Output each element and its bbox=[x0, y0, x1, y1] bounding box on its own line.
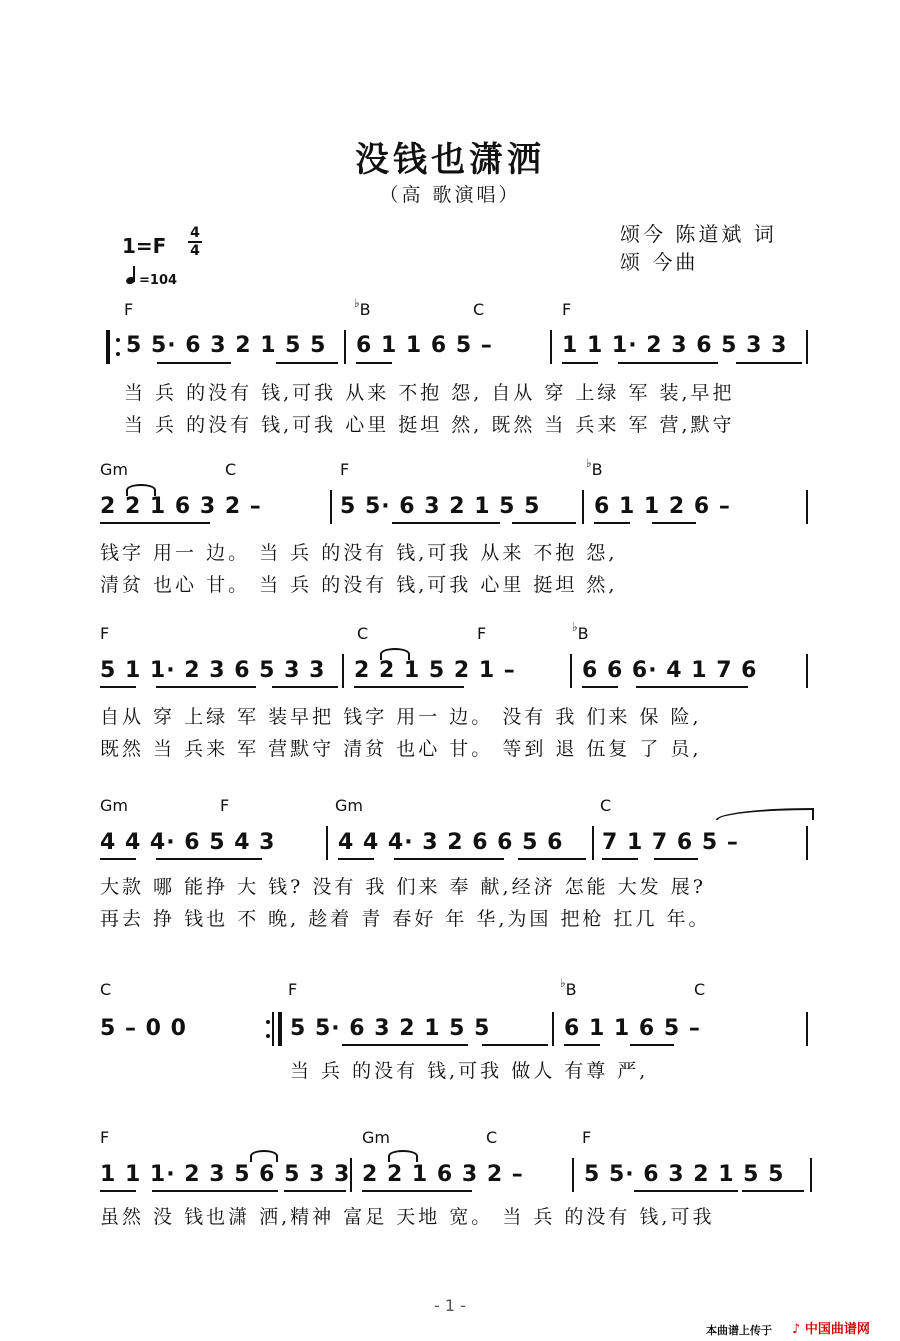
lyricist-credit: 颂今 陈道斌 词 bbox=[620, 222, 777, 246]
site-logo[interactable] bbox=[792, 1318, 870, 1337]
barline bbox=[806, 1012, 808, 1046]
barline bbox=[806, 490, 808, 524]
singer-subtitle: （高 歌演唱） bbox=[379, 184, 521, 206]
uploaded-text: 本曲谱上传于 bbox=[706, 1324, 772, 1337]
notes-measure: 1 1 1· 2 3 5 6 5 3 3 bbox=[100, 1162, 351, 1187]
lyrics-verse-2: 再去 挣 钱也 不 晚, 趁着 青 春好 年 华,为国 把枪 扛几 年。 bbox=[100, 908, 711, 930]
time-signature-top: 4 bbox=[190, 225, 200, 241]
notes-measure: 6 1 1 6 5 – bbox=[356, 333, 493, 358]
chord: C bbox=[225, 460, 237, 479]
site-logo-text: 中国曲谱网 bbox=[804, 1322, 870, 1337]
tempo-marking bbox=[126, 266, 177, 288]
notes-measure: 5 5· 6 3 2 1 5 5 bbox=[290, 1016, 491, 1041]
chord: C bbox=[600, 796, 612, 815]
key-signature: 1=F bbox=[122, 234, 167, 258]
repeat-end-barline bbox=[272, 1012, 274, 1046]
chord: F bbox=[562, 300, 572, 319]
lyrics-verse-2: 既然 当 兵来 军 营默守 清贫 也心 甘。 等到 退 伍复 了 员, bbox=[100, 738, 702, 760]
lyrics-verse-1: 钱字 用一 边。 当 兵 的没有 钱,可我 从来 不抱 怨, bbox=[100, 542, 618, 564]
tie-icon bbox=[388, 1150, 418, 1162]
time-signature-bottom: 4 bbox=[190, 243, 200, 259]
chord: F bbox=[220, 796, 230, 815]
chord: F bbox=[340, 460, 350, 479]
notes-measure: 5 5· 6 3 2 1 5 5 bbox=[584, 1162, 785, 1187]
song-title: 没钱也潇洒 bbox=[355, 140, 545, 180]
notes-measure: 6 1 1 2 6 – bbox=[594, 494, 731, 519]
chord: C bbox=[357, 624, 369, 643]
notes-measure: 4 4 4· 6 5 4 3 bbox=[100, 830, 276, 855]
chord: ♭B bbox=[586, 456, 603, 479]
chord: ♭B bbox=[354, 296, 371, 319]
notes-measure: 5 1 1· 2 3 6 5 3 3 bbox=[100, 658, 326, 683]
barline bbox=[592, 826, 594, 860]
quarter-note-icon bbox=[125, 276, 136, 286]
barline bbox=[806, 826, 808, 860]
notes-measure: 5 5· 6 3 2 1 5 5 bbox=[340, 494, 541, 519]
repeat-end-barline-thick bbox=[278, 1012, 282, 1046]
music-site-icon: ♪ bbox=[792, 1322, 801, 1337]
barline bbox=[350, 1158, 352, 1192]
flat-sign-icon: ♭ bbox=[354, 296, 360, 310]
barline bbox=[326, 826, 328, 860]
lyrics-verse-1: 虽然 没 钱也潇 洒,精神 富足 天地 宽。 当 兵 的没有 钱,可我 bbox=[100, 1206, 715, 1228]
chord: Gm bbox=[100, 796, 128, 815]
chord: Gm bbox=[362, 1128, 390, 1147]
lyrics-verse-2: 当 兵 的没有 钱,可我 心里 挺坦 然, 既然 当 兵来 军 营,默守 bbox=[124, 414, 735, 436]
chord: Gm bbox=[335, 796, 363, 815]
notes-measure: 2 2 1 5 2 1 – bbox=[354, 658, 516, 683]
barline bbox=[570, 654, 572, 688]
flat-sign-icon: ♭ bbox=[560, 976, 566, 990]
notes-measure: 6 1 1 6 5 – bbox=[564, 1016, 701, 1041]
chord: Gm bbox=[100, 460, 128, 479]
barline bbox=[572, 1158, 574, 1192]
page-number: - 1 - bbox=[434, 1296, 466, 1315]
chord: F bbox=[100, 624, 110, 643]
notes-measure: 4 4 4· 3 2 6 6 5 6 bbox=[338, 830, 564, 855]
notes-measure: 1 1 1· 2 3 6 5 3 3 bbox=[562, 333, 788, 358]
lyrics-verse-1: 当 兵 的没有 钱,可我 从来 不抱 怨, 自从 穿 上绿 军 装,早把 bbox=[124, 382, 735, 404]
chord: F bbox=[582, 1128, 592, 1147]
composer-credit: 颂 今曲 bbox=[620, 250, 699, 274]
repeat-start-barline bbox=[106, 330, 110, 364]
notes-measure: 5 – 0 0 bbox=[100, 1016, 187, 1041]
barline bbox=[550, 330, 552, 364]
chord: F bbox=[288, 980, 298, 999]
chord: C bbox=[486, 1128, 498, 1147]
barline bbox=[344, 330, 346, 364]
tie-icon bbox=[250, 1150, 278, 1162]
chord: F bbox=[100, 1128, 110, 1147]
barline bbox=[552, 1012, 554, 1046]
tie-icon bbox=[716, 808, 814, 820]
notes-measure: 2 2 1 6 3 2 – bbox=[100, 494, 262, 519]
chord: C bbox=[100, 980, 112, 999]
chord: C bbox=[473, 300, 485, 319]
barline bbox=[806, 654, 808, 688]
lyrics-verse-1: 大款 哪 能挣 大 钱? 没有 我 们来 奉 献,经济 怎能 大发 展? bbox=[100, 876, 706, 898]
flat-sign-icon: ♭ bbox=[572, 620, 578, 634]
notes-measure: 7 1 7 6 5 – bbox=[602, 830, 739, 855]
barline bbox=[810, 1158, 812, 1192]
lyrics-verse-1: 自从 穿 上绿 军 装早把 钱字 用一 边。 没有 我 们来 保 险, bbox=[100, 706, 702, 728]
notes-measure: 2 2 1 6 3 2 – bbox=[362, 1162, 524, 1187]
barline bbox=[342, 654, 344, 688]
barline bbox=[806, 330, 808, 364]
tempo-value: =104 bbox=[139, 273, 178, 288]
chord: ♭B bbox=[572, 620, 589, 643]
barline bbox=[582, 490, 584, 524]
time-signature bbox=[188, 226, 202, 258]
lyrics-verse-1: 当 兵 的没有 钱,可我 做人 有尊 严, bbox=[290, 1060, 649, 1082]
chord: C bbox=[694, 980, 706, 999]
notes-measure: 5 5· 6 3 2 1 5 5 bbox=[126, 333, 327, 358]
chord: ♭B bbox=[560, 976, 577, 999]
flat-sign-icon: ♭ bbox=[586, 456, 592, 470]
chord: F bbox=[124, 300, 134, 319]
barline bbox=[330, 490, 332, 524]
chord: F bbox=[477, 624, 487, 643]
lyrics-verse-2: 清贫 也心 甘。 当 兵 的没有 钱,可我 心里 挺坦 然, bbox=[100, 574, 618, 596]
notes-measure: 6 6 6· 4 1 7 6 bbox=[582, 658, 758, 683]
